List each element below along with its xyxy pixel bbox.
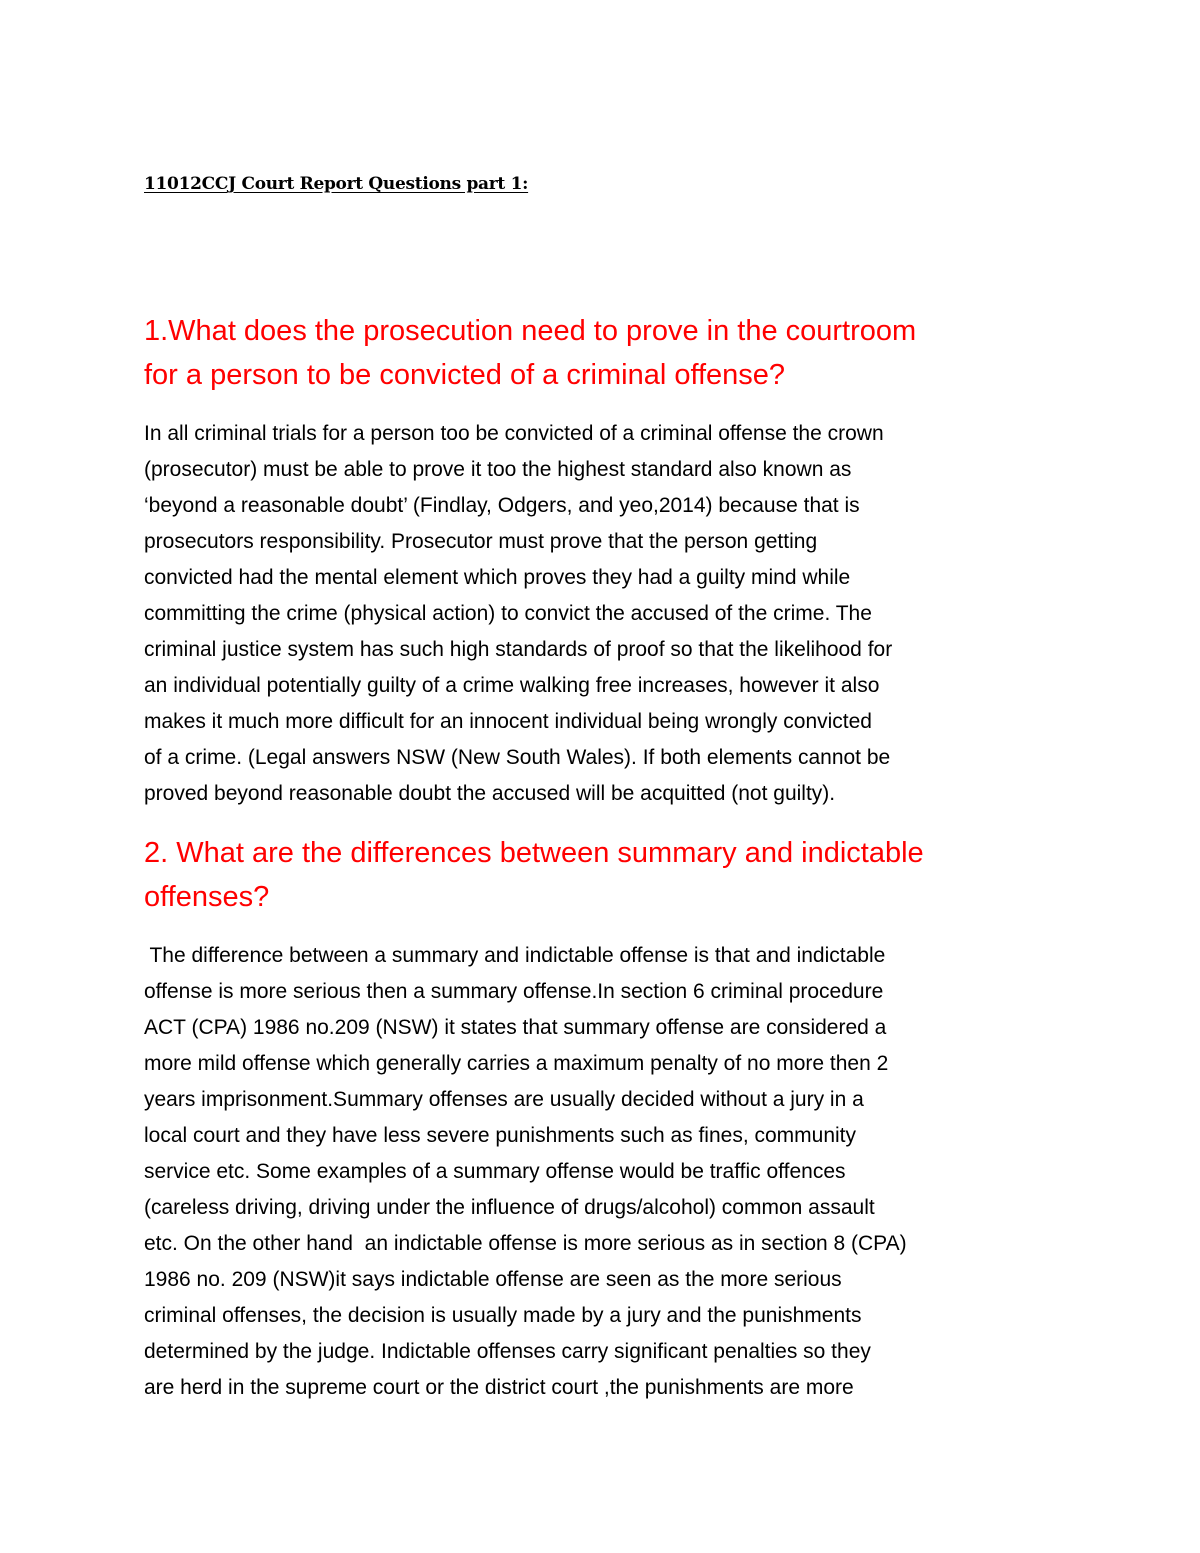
answer-2-line: etc. On the other hand an indictable offense is more serious as in section 8 (CPA) xyxy=(144,1232,907,1255)
answer-1-line: criminal justice system has such high standards of proof so that the likelihood for xyxy=(144,638,893,661)
answer-2-line: determined by the judge. Indictable offenses carry significant penalties so they xyxy=(144,1340,871,1363)
answer-2-line: The difference between a summary and indictable offense is that and indictable xyxy=(144,944,886,967)
answer-1-line: prosecutors responsibility. Prosecutor must prove that the person getting xyxy=(144,530,818,553)
question-2-heading xyxy=(144,831,1074,919)
answer-2-line: service etc. Some examples of a summary offense would be traffic offences xyxy=(144,1160,846,1183)
answer-1-line: (prosecutor) must be able to prove it too the highest standard also known as xyxy=(144,458,852,481)
answer-1-line: makes it much more difficult for an innocent individual being wrongly convicted xyxy=(144,710,872,733)
answer-2-paragraph xyxy=(144,938,1074,1406)
answer-1-line: of a crime. (Legal answers NSW (New South Wales). If both elements cannot be xyxy=(144,746,891,769)
question-1-heading xyxy=(144,309,1074,397)
answer-1-line: In all criminal trials for a person too be convicted of a criminal offense the crown xyxy=(144,422,884,445)
answer-2-line: local court and they have less severe punishments such as fines, community xyxy=(144,1124,857,1147)
answer-2-line: offense is more serious then a summary offense.In section 6 criminal procedure xyxy=(144,980,884,1003)
question-2-line-1: 2. What are the differences between summary and indictable xyxy=(144,837,924,869)
question-1-line-2: for a person to be convicted of a criminal offense? xyxy=(144,359,786,391)
question-2-line-2: offenses? xyxy=(144,881,270,913)
answer-2-line: (careless driving, driving under the influence of drugs/alcohol) common assault xyxy=(144,1196,875,1219)
answer-1-line: proved beyond reasonable doubt the accused will be acquitted (not guilty). xyxy=(144,782,836,805)
answer-2-line: more mild offense which generally carries a maximum penalty of no more then 2 xyxy=(144,1052,889,1075)
answer-2-line: criminal offenses, the decision is usually made by a jury and the punishments xyxy=(144,1304,862,1327)
answer-1-line: an individual potentially guilty of a crime walking free increases, however it also xyxy=(144,674,880,697)
answer-2-line: are herd in the supreme court or the district court ,the punishments are more xyxy=(144,1376,854,1399)
answer-2-line: 1986 no. 209 (NSW)it says indictable offense are seen as the more serious xyxy=(144,1268,842,1291)
question-1-line-1: 1.What does the prosecution need to prove in the courtroom xyxy=(144,315,917,347)
answer-1-line: ‘beyond a reasonable doubt’ (Findlay, Odgers, and yeo,2014) because that is xyxy=(144,494,860,517)
document-title: 11012CCJ Court Report Questions part 1: xyxy=(144,174,529,194)
answer-1-line: committing the crime (physical action) to convict the accused of the crime. The xyxy=(144,602,872,625)
answer-2-line: years imprisonment.Summary offenses are usually decided without a jury in a xyxy=(144,1088,864,1111)
answer-1-paragraph xyxy=(144,416,1074,812)
answer-1-line: convicted had the mental element which proves they had a guilty mind while xyxy=(144,566,851,589)
answer-2-line: ACT (CPA) 1986 no.209 (NSW) it states that summary offense are considered a xyxy=(144,1016,887,1039)
